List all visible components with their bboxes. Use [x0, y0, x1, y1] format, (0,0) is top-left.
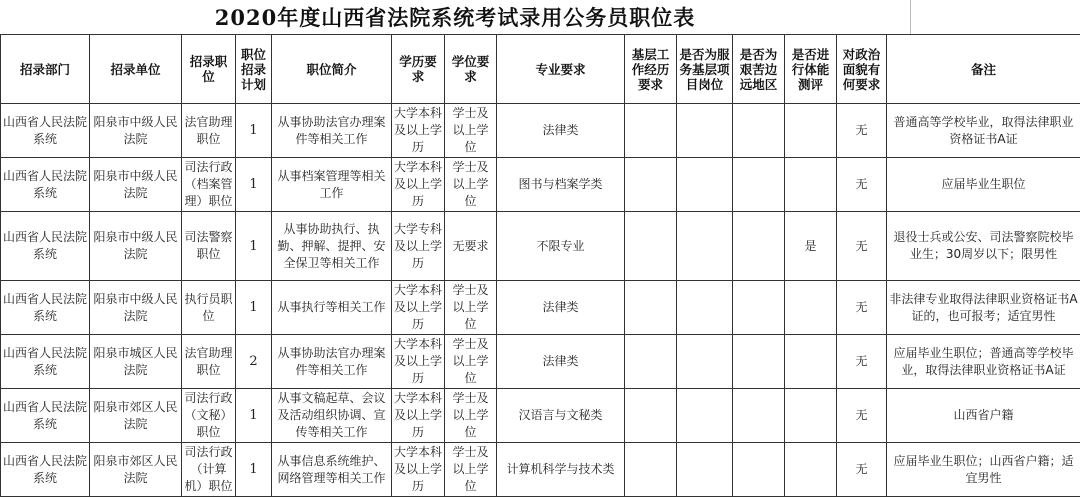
exp-cell: [625, 212, 677, 281]
table-row: [1, 281, 1080, 335]
table-title: 2020年度山西省法院系统考试录用公务员职位表: [0, 0, 910, 34]
position-cell: 执行员职位: [182, 281, 236, 335]
service-cell: [677, 443, 733, 497]
dept-cell: 山西省人民法院系统: [1, 443, 90, 497]
table-row: [1, 158, 1080, 212]
edu-cell: 大学本科及以上学历: [392, 389, 445, 443]
note-cell: 应届毕业生职位；山西省户籍；适宜男性: [887, 443, 1080, 497]
plan-cell: 1: [236, 443, 272, 497]
unit-cell: 阳泉市中级人民法院: [90, 212, 182, 281]
remote-cell: [733, 335, 785, 389]
plan-cell: 1: [236, 104, 272, 158]
table-row: [1, 335, 1080, 389]
fitness-cell: [785, 335, 837, 389]
degree-cell: 学士及以上学位: [445, 281, 497, 335]
politics-cell: 无: [837, 281, 887, 335]
unit-cell: 阳泉市郊区人民法院: [90, 443, 182, 497]
exp-cell: [625, 158, 677, 212]
service-cell: [677, 281, 733, 335]
position-table: [0, 34, 1080, 497]
header-cell: 备注: [887, 35, 1080, 104]
position-cell: 法官助理职位: [182, 335, 236, 389]
plan-cell: 1: [236, 212, 272, 281]
intro-cell: 从事文稿起草、会议及活动组织协调、宣传等相关工作: [272, 389, 392, 443]
service-cell: [677, 389, 733, 443]
major-cell: 不限专业: [497, 212, 625, 281]
edu-cell: 大学专科及以上学历: [392, 212, 445, 281]
unit-cell: 阳泉市城区人民法院: [90, 335, 182, 389]
exp-cell: [625, 443, 677, 497]
plan-cell: 1: [236, 158, 272, 212]
position-cell: 司法行政（文秘）职位: [182, 389, 236, 443]
degree-cell: 学士及以上学位: [445, 335, 497, 389]
unit-cell: 阳泉市郊区人民法院: [90, 389, 182, 443]
unit-cell: 阳泉市中级人民法院: [90, 158, 182, 212]
dept-cell: 山西省人民法院系统: [1, 104, 90, 158]
service-cell: [677, 158, 733, 212]
major-cell: 计算机科学与技术类: [497, 443, 625, 497]
edu-cell: 大学本科及以上学历: [392, 104, 445, 158]
fitness-cell: [785, 389, 837, 443]
intro-cell: 从事档案管理等相关工作: [272, 158, 392, 212]
degree-cell: 学士及以上学位: [445, 389, 497, 443]
fitness-cell: [785, 443, 837, 497]
remote-cell: [733, 158, 785, 212]
remote-cell: [733, 104, 785, 158]
exp-cell: [625, 104, 677, 158]
degree-cell: 无要求: [445, 212, 497, 281]
politics-cell: 无: [837, 104, 887, 158]
service-cell: [677, 104, 733, 158]
degree-cell: 学士及以上学位: [445, 158, 497, 212]
blank-grid-area: [910, 0, 1080, 34]
position-cell: 司法行政（计算机）职位: [182, 443, 236, 497]
header-cell: 学历要求: [392, 35, 445, 104]
dept-cell: 山西省人民法院系统: [1, 212, 90, 281]
unit-cell: 阳泉市中级人民法院: [90, 281, 182, 335]
position-cell: 司法行政（档案管理）职位: [182, 158, 236, 212]
intro-cell: 从事信息系统维护、网络管理等相关工作: [272, 443, 392, 497]
header-cell: 学位要求: [445, 35, 497, 104]
position-cell: 司法警察职位: [182, 212, 236, 281]
header-cell: 招录职位: [182, 35, 236, 104]
politics-cell: 无: [837, 158, 887, 212]
unit-cell: 阳泉市中级人民法院: [90, 104, 182, 158]
header-cell: 是否为艰苦边远地区: [733, 35, 785, 104]
header-cell: 专业要求: [497, 35, 625, 104]
header-cell: 职位简介: [272, 35, 392, 104]
intro-cell: 从事协助执行、执勤、押解、提押、安全保卫等相关工作: [272, 212, 392, 281]
degree-cell: 学士及以上学位: [445, 443, 497, 497]
dept-cell: 山西省人民法院系统: [1, 389, 90, 443]
politics-cell: 无: [837, 335, 887, 389]
dept-cell: 山西省人民法院系统: [1, 281, 90, 335]
header-cell: 是否进行体能测评: [785, 35, 837, 104]
intro-cell: 从事协助法官办理案件等相关工作: [272, 335, 392, 389]
note-cell: 普通高等学校毕业，取得法律职业资格证书A证: [887, 104, 1080, 158]
edu-cell: 大学本科及以上学历: [392, 281, 445, 335]
header-cell: 职位招录计划: [236, 35, 272, 104]
note-cell: 退役士兵或公安、司法警察院校毕业生；30周岁以下；限男性: [887, 212, 1080, 281]
major-cell: 汉语言与文秘类: [497, 389, 625, 443]
service-cell: [677, 212, 733, 281]
fitness-cell: [785, 281, 837, 335]
fitness-cell: 是: [785, 212, 837, 281]
intro-cell: 从事协助法官办理案件等相关工作: [272, 104, 392, 158]
note-cell: 应届毕业生职位: [887, 158, 1080, 212]
header-cell: 是否为服务基层项目岗位: [677, 35, 733, 104]
politics-cell: 无: [837, 443, 887, 497]
exp-cell: [625, 335, 677, 389]
header-cell: 基层工作经历要求: [625, 35, 677, 104]
header-cell: 招录部门: [1, 35, 90, 104]
edu-cell: 大学本科及以上学历: [392, 158, 445, 212]
major-cell: 图书与档案学类: [497, 158, 625, 212]
dept-cell: 山西省人民法院系统: [1, 158, 90, 212]
table-row: [1, 212, 1080, 281]
exp-cell: [625, 281, 677, 335]
fitness-cell: [785, 158, 837, 212]
major-cell: 法律类: [497, 104, 625, 158]
plan-cell: 1: [236, 281, 272, 335]
table-row: [1, 104, 1080, 158]
remote-cell: [733, 281, 785, 335]
degree-cell: 学士及以上学位: [445, 104, 497, 158]
header-cell: 对政治面貌有何要求: [837, 35, 887, 104]
note-cell: 非法律专业取得法律职业资格证书A证的，也可报考；适宜男性: [887, 281, 1080, 335]
politics-cell: 无: [837, 389, 887, 443]
edu-cell: 大学本科及以上学历: [392, 335, 445, 389]
edu-cell: 大学本科及以上学历: [392, 443, 445, 497]
position-cell: 法官助理职位: [182, 104, 236, 158]
politics-cell: 无: [837, 212, 887, 281]
remote-cell: [733, 389, 785, 443]
note-cell: 应届毕业生职位；普通高等学校毕业，取得法律职业资格证书A证: [887, 335, 1080, 389]
note-cell: 山西省户籍: [887, 389, 1080, 443]
fitness-cell: [785, 104, 837, 158]
intro-cell: 从事执行等相关工作: [272, 281, 392, 335]
plan-cell: 2: [236, 335, 272, 389]
remote-cell: [733, 212, 785, 281]
header-row: [1, 35, 1080, 104]
service-cell: [677, 335, 733, 389]
major-cell: 法律类: [497, 335, 625, 389]
dept-cell: 山西省人民法院系统: [1, 335, 90, 389]
plan-cell: 1: [236, 389, 272, 443]
remote-cell: [733, 443, 785, 497]
header-cell: 招录单位: [90, 35, 182, 104]
exp-cell: [625, 389, 677, 443]
major-cell: 法律类: [497, 281, 625, 335]
table-row: [1, 443, 1080, 497]
table-row: [1, 389, 1080, 443]
